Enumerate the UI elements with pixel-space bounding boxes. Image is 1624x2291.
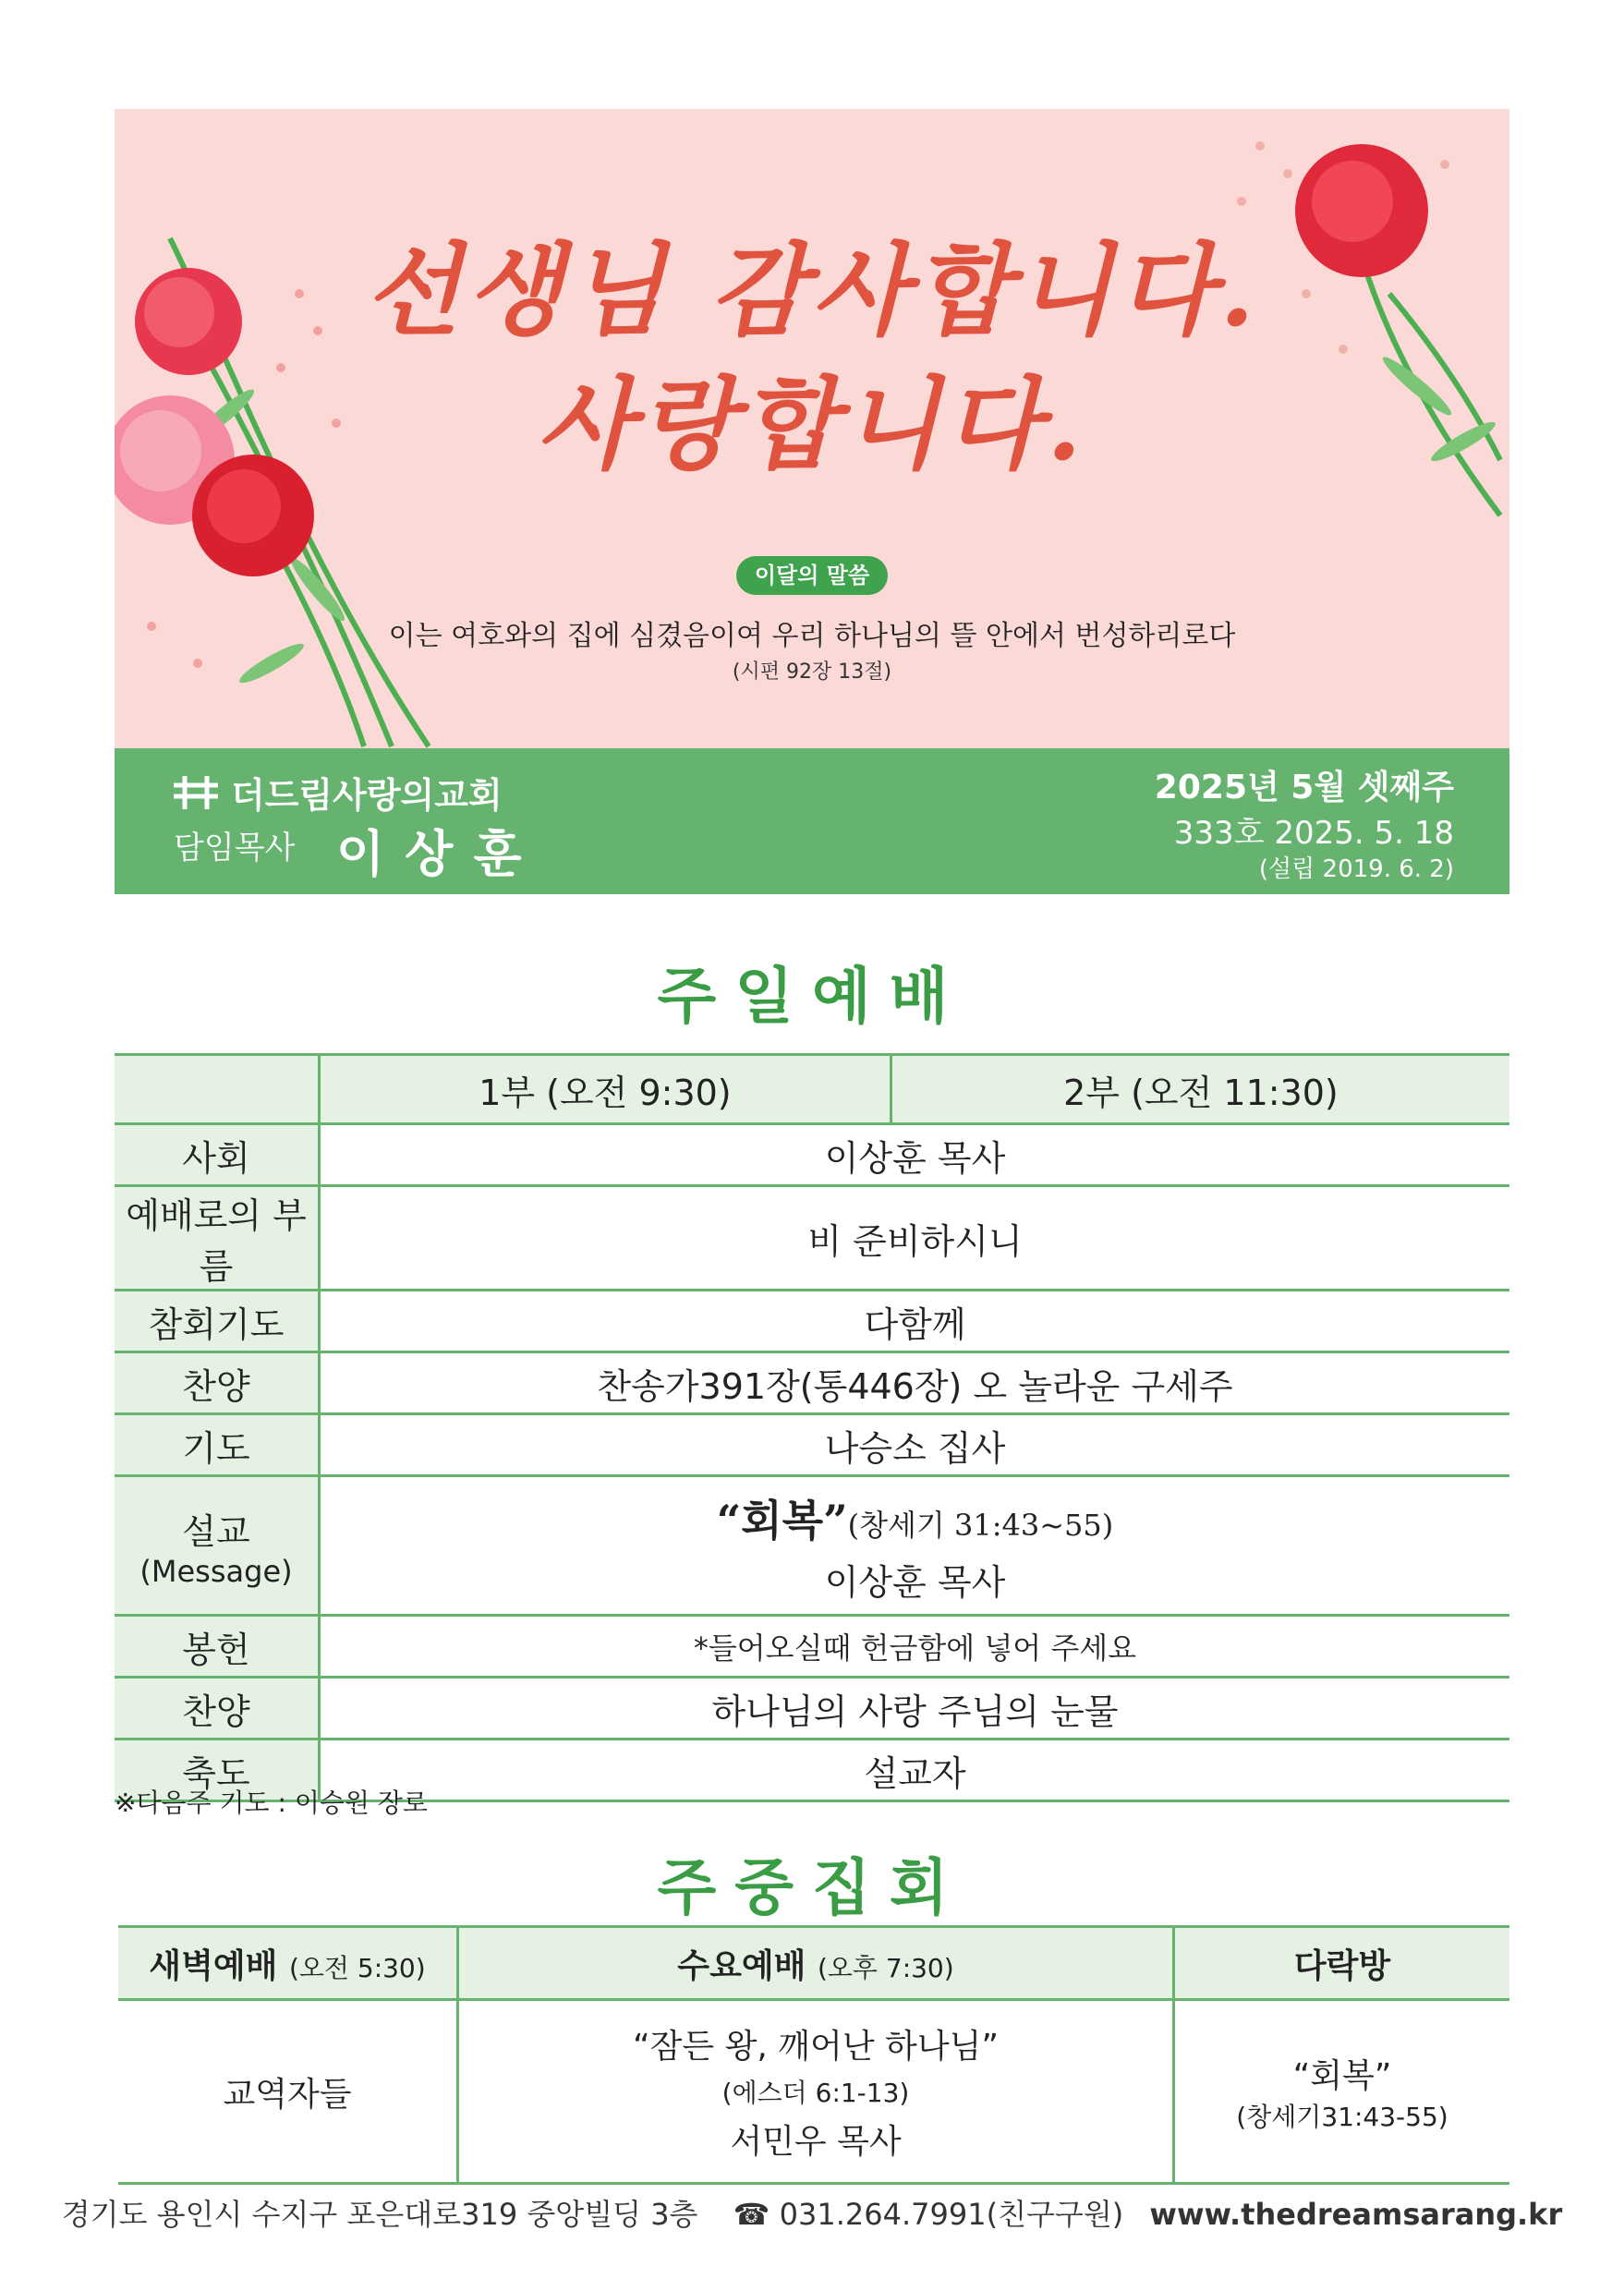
message-label-cell [115,1476,320,1616]
weekday-meetings-table [118,1925,1509,2185]
message-row [115,1476,1509,1616]
table-row [115,1616,1509,1678]
banner-headline-2: 사랑합니다. [537,367,1087,483]
service-1-header: 1부 (오전 9:30) [320,1055,891,1124]
wednesday-service-time: (오후 7:30) [817,1952,954,1983]
church-phone: ☎ 031.264.7991(친구구원) [733,2197,1124,2232]
table-row [115,1124,1509,1186]
issue-week: 2025년 5월 셋째주 [1154,769,1454,806]
row-value: 하나님의 사랑 주님의 눈물 [320,1678,1510,1739]
wednesday-sermon-reference: (에스더 6:1-13) [721,2078,910,2108]
message-label-sub: (Message) [139,1553,293,1589]
row-label: 예배로의 부름 [115,1186,320,1291]
wednesday-sermon-title: “잠든 왕, 깨어난 하나님” [632,2028,1000,2066]
founded-date: (설립 2019. 6. 2) [1258,855,1454,883]
row-label: 찬양 [115,1352,320,1414]
small-group-header: 다락방 [1174,1927,1510,2000]
table-row [115,1291,1509,1352]
footer [0,2191,1624,2234]
issue-number: 333호 2025. 5. 18 [1173,815,1454,852]
table-row [115,1186,1509,1291]
row-value: 찬송가391장(통446장) 오 놀라운 구세주 [320,1352,1510,1414]
pastor-label: 담임목사 [174,830,296,867]
row-label: 기도 [115,1414,320,1476]
table-header-row [118,1927,1509,2000]
dawn-service-label: 새벽예배 [149,1946,278,1985]
message-value-cell [320,1476,1510,1616]
table-row [118,2000,1509,2184]
row-value: 나승소 집사 [320,1414,1510,1476]
row-label: 사회 [115,1124,320,1186]
sermon-preacher: 이상훈 목사 [824,1561,1006,1603]
wednesday-sermon-preacher: 서민우 목사 [730,2123,902,2161]
table-header-row [115,1055,1509,1124]
row-label: 참회기도 [115,1291,320,1352]
small-group-cell [1174,2000,1510,2184]
sunday-worship-table [115,1053,1509,1802]
church-logo-icon [170,772,222,813]
monthly-verse-reference: (시편 92장 13절) [732,661,892,684]
weekday-meetings-title: 주중집회 [657,1852,967,1923]
wednesday-service-label: 수요예배 [677,1946,806,1985]
wednesday-service-header [458,1927,1174,2000]
sermon-title: “회복” [716,1495,848,1546]
dawn-service-header [118,1927,458,2000]
next-week-prayer-note: ※다음주 기도 : 이승원 장로 [115,1788,428,1818]
church-address: 경기도 용인시 수지구 포은대로319 중앙빌딩 3층 [61,2197,698,2232]
service-2-header: 2부 (오전 11:30) [891,1055,1509,1124]
church-website-link[interactable]: www.thedreamsarang.kr [1149,2197,1563,2232]
church-logo [170,767,503,818]
table-row [115,1678,1509,1739]
row-label: 봉헌 [115,1616,320,1678]
small-group-reference: (창세기31:43-55) [1236,2101,1448,2132]
header-empty-cell [115,1055,320,1124]
row-value: 이상훈 목사 [320,1124,1510,1186]
row-value: 다함께 [320,1291,1510,1352]
row-label: 찬양 [115,1678,320,1739]
pastor-name: 이상훈 [336,825,542,883]
row-value: 설교자 [320,1739,1510,1801]
dawn-service-time: (오전 5:30) [288,1952,426,1983]
banner-headline-1: 선생님 감사합니다. [364,233,1260,349]
sermon-reference: (창세기 31:43~55) [847,1507,1114,1543]
row-value: *들어오실때 헌금함에 넣어 주세요 [320,1616,1510,1678]
message-label: 설교 [182,1510,250,1552]
dawn-service-leader: 교역자들 [118,2000,458,2184]
sunday-worship-title: 주일예배 [657,961,967,1032]
monthly-verse-badge: 이달의 말씀 [736,556,888,595]
wednesday-service-cell [458,2000,1174,2184]
table-row [115,1352,1509,1414]
row-label: 축도 [115,1739,320,1801]
table-row [115,1414,1509,1476]
monthly-verse-text: 이는 여호와의 집에 심겼음이여 우리 하나님의 뜰 안에서 번성하리로다 [388,620,1236,652]
church-name: 더드림사랑의교회 [231,775,503,816]
row-value: 비 준비하시니 [320,1186,1510,1291]
hero-banner [115,109,1509,748]
small-group-title: “회복” [1292,2056,1392,2095]
church-info-bar [115,748,1509,894]
